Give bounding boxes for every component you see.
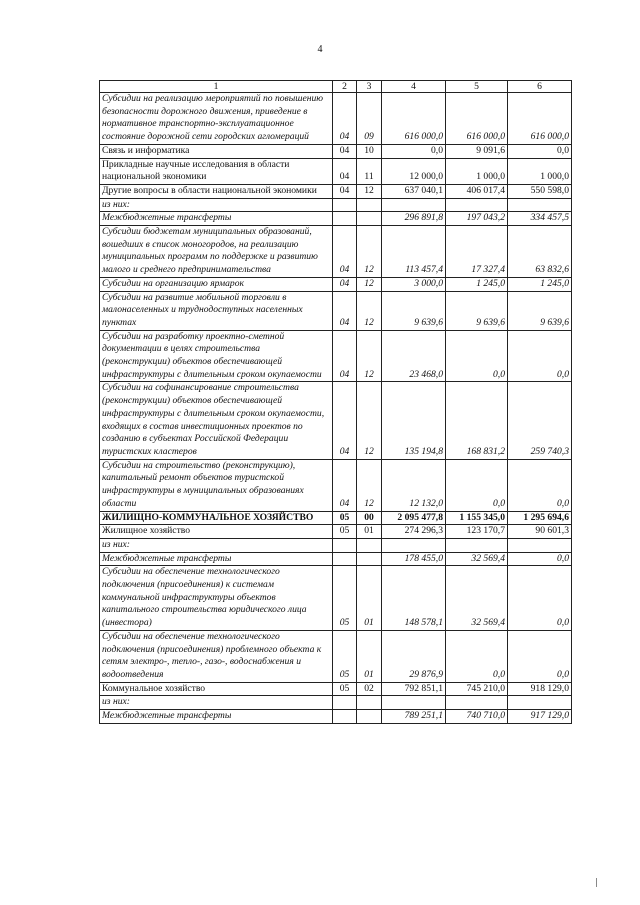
row-name-cell: Субсидии бюджетам муниципальных образований, вошедших в список моногородов, на реализацию муниципальных программ по поддержке и развитию малого и среднего предпринимательства [100,226,333,278]
row-name-cell: Субсидии на софинансирование строительства (реконструкции) объектов обеспечивающей инфраструктуры с длительным сроком окупаемости, входящих в состав инвестиционных проектов по созданию в субъектах Российской Федерации туристских кластеров [100,382,333,459]
column-header: 1 [100,81,333,93]
section-code-cell: 04 [333,184,357,198]
amount-col4-cell: 23 468,0 [382,330,446,382]
row-name-cell: Коммунальное хозяйство [100,682,333,696]
amount-col4-cell: 792 851,1 [382,682,446,696]
amount-col4-cell: 3 000,0 [382,277,446,291]
row-name-cell: Субсидии на организацию ярмарок [100,277,333,291]
subsection-code-cell: 12 [357,226,382,278]
subsection-code-cell [357,710,382,724]
section-code-cell: 05 [333,525,357,539]
amount-col5-cell: 1 245,0 [446,277,508,291]
row-name-cell: из них: [100,696,333,710]
amount-col4-cell: 178 455,0 [382,552,446,566]
section-code-cell: 04 [333,144,357,158]
subsection-code-cell: 01 [357,525,382,539]
amount-col5-cell: 1 155 345,0 [446,511,508,525]
table-row [100,226,572,278]
amount-col6-cell: 1 245,0 [508,277,572,291]
table-row [100,330,572,382]
table-row [100,630,572,682]
row-name-cell: Другие вопросы в области национальной экономики [100,184,333,198]
section-code-cell: 04 [333,291,357,330]
amount-col6-cell: 63 832,6 [508,226,572,278]
section-code-cell: 05 [333,566,357,631]
amount-col5-cell: 0,0 [446,459,508,511]
amount-col6-cell: 90 601,3 [508,525,572,539]
table-row [100,158,572,184]
table-row [100,382,572,459]
amount-col6-cell: 259 740,3 [508,382,572,459]
table-row [100,277,572,291]
column-header: 5 [446,81,508,93]
amount-col6-cell: 918 129,0 [508,682,572,696]
table-row [100,552,572,566]
section-code-cell: 04 [333,226,357,278]
amount-col4-cell: 0,0 [382,144,446,158]
subsection-code-cell: 01 [357,566,382,631]
amount-col4-cell: 637 040,1 [382,184,446,198]
section-code-cell [333,198,357,212]
subsection-code-cell: 12 [357,184,382,198]
row-name-cell: из них: [100,538,333,552]
amount-col6-cell: 917 129,0 [508,710,572,724]
amount-col5-cell: 0,0 [446,330,508,382]
amount-col4-cell: 296 891,8 [382,212,446,226]
amount-col6-cell: 9 639,6 [508,291,572,330]
row-name-cell: Межбюджетные трансферты [100,710,333,724]
amount-col6-cell [508,538,572,552]
amount-col5-cell: 745 210,0 [446,682,508,696]
table-row [100,696,572,710]
amount-col6-cell: 1 000,0 [508,158,572,184]
row-name-cell: Субсидии на реализацию мероприятий по повышению безопасности дорожного движения, приведение в нормативное транспортно-эксплуатационное состояние дорожной сети городских агломераций [100,93,333,145]
amount-col6-cell: 0,0 [508,144,572,158]
subsection-code-cell: 12 [357,382,382,459]
table-row [100,710,572,724]
table-row [100,93,572,145]
table-row [100,538,572,552]
row-name-cell: Субсидии на разработку проектно-сметной документации в целях строительства (реконструкции) объектов обеспечивающей инфраструктуры с длительным сроком окупаемости [100,330,333,382]
subsection-code-cell: 02 [357,682,382,696]
subsection-code-cell: 01 [357,630,382,682]
table-row [100,525,572,539]
amount-col5-cell [446,198,508,212]
amount-col4-cell [382,696,446,710]
amount-col5-cell: 17 327,4 [446,226,508,278]
section-code-cell: 05 [333,630,357,682]
section-code-cell [333,696,357,710]
subsection-code-cell: 12 [357,277,382,291]
section-code-cell: 04 [333,382,357,459]
amount-col4-cell: 113 457,4 [382,226,446,278]
table-row [100,144,572,158]
section-code-cell [333,538,357,552]
section-code-cell [333,710,357,724]
section-code-cell [333,212,357,226]
page-number: 4 [317,44,323,55]
table-row [100,459,572,511]
subsection-code-cell [357,696,382,710]
amount-col5-cell [446,538,508,552]
amount-col5-cell: 9 091,6 [446,144,508,158]
amount-col5-cell: 168 831,2 [446,382,508,459]
table-row [100,184,572,198]
row-name-cell: Субсидии на развитие мобильной торговли в малонаселенных и труднодоступных населенных пунктах [100,291,333,330]
column-header: 6 [508,81,572,93]
row-name-cell: ЖИЛИЩНО-КОММУНАЛЬНОЕ ХОЗЯЙСТВО [100,511,333,525]
section-code-cell: 05 [333,511,357,525]
margin-mark [596,878,597,887]
subsection-code-cell [357,538,382,552]
amount-col4-cell [382,538,446,552]
amount-col6-cell: 0,0 [508,552,572,566]
row-name-cell: Межбюджетные трансферты [100,552,333,566]
subsection-code-cell [357,552,382,566]
amount-col4-cell: 12 000,0 [382,158,446,184]
amount-col6-cell: 616 000,0 [508,93,572,145]
amount-col5-cell: 32 569,4 [446,552,508,566]
amount-col4-cell: 148 578,1 [382,566,446,631]
amount-col6-cell: 334 457,5 [508,212,572,226]
table-row [100,682,572,696]
amount-col4-cell: 9 639,6 [382,291,446,330]
amount-col5-cell: 9 639,6 [446,291,508,330]
subsection-code-cell: 12 [357,330,382,382]
amount-col5-cell: 0,0 [446,630,508,682]
row-name-cell: Жилищное хозяйство [100,525,333,539]
budget-table [99,80,572,724]
amount-col4-cell [382,198,446,212]
table-row [100,566,572,631]
amount-col4-cell: 789 251,1 [382,710,446,724]
amount-col4-cell: 616 000,0 [382,93,446,145]
table-row [100,198,572,212]
table-row [100,291,572,330]
section-code-cell [333,552,357,566]
section-code-cell: 04 [333,158,357,184]
section-code-cell: 04 [333,330,357,382]
amount-col6-cell [508,696,572,710]
subsection-code-cell [357,198,382,212]
amount-col4-cell: 274 296,3 [382,525,446,539]
amount-col6-cell: 0,0 [508,459,572,511]
amount-col5-cell: 740 710,0 [446,710,508,724]
column-header: 4 [382,81,446,93]
table-header-row [100,81,572,93]
amount-col5-cell: 197 043,2 [446,212,508,226]
amount-col4-cell: 29 876,9 [382,630,446,682]
amount-col6-cell: 0,0 [508,566,572,631]
amount-col5-cell [446,696,508,710]
amount-col4-cell: 2 095 477,8 [382,511,446,525]
row-name-cell: Субсидии на строительство (реконструкцию), капитальный ремонт объектов туристской инфраструктуры в муниципальных образованиях области [100,459,333,511]
amount-col6-cell [508,198,572,212]
table-row [100,511,572,525]
table-row [100,212,572,226]
section-code-cell: 04 [333,459,357,511]
subsection-code-cell: 12 [357,459,382,511]
row-name-cell: Субсидии на обеспечение технологического подключения (присоединения) к системам коммунальной инфраструктуры объектов капитального строительства юридического лица (инвестора) [100,566,333,631]
amount-col6-cell: 1 295 694,6 [508,511,572,525]
section-code-cell: 05 [333,682,357,696]
subsection-code-cell: 00 [357,511,382,525]
amount-col5-cell: 1 000,0 [446,158,508,184]
row-name-cell: Связь и информатика [100,144,333,158]
subsection-code-cell: 12 [357,291,382,330]
column-header: 3 [357,81,382,93]
row-name-cell: Межбюджетные трансферты [100,212,333,226]
amount-col5-cell: 616 000,0 [446,93,508,145]
amount-col6-cell: 0,0 [508,630,572,682]
section-code-cell: 04 [333,277,357,291]
section-code-cell: 04 [333,93,357,145]
column-header: 2 [333,81,357,93]
row-name-cell: из них: [100,198,333,212]
amount-col4-cell: 12 132,0 [382,459,446,511]
subsection-code-cell: 09 [357,93,382,145]
subsection-code-cell: 10 [357,144,382,158]
row-name-cell: Прикладные научные исследования в области национальной экономики [100,158,333,184]
amount-col6-cell: 0,0 [508,330,572,382]
subsection-code-cell: 11 [357,158,382,184]
amount-col5-cell: 123 170,7 [446,525,508,539]
subsection-code-cell [357,212,382,226]
amount-col6-cell: 550 598,0 [508,184,572,198]
row-name-cell: Субсидии на обеспечение технологического подключения (присоединения) проблемного объекта к сетям электро-, тепло-, газо-, водоснабжения и водоотведения [100,630,333,682]
amount-col5-cell: 406 017,4 [446,184,508,198]
amount-col4-cell: 135 194,8 [382,382,446,459]
amount-col5-cell: 32 569,4 [446,566,508,631]
